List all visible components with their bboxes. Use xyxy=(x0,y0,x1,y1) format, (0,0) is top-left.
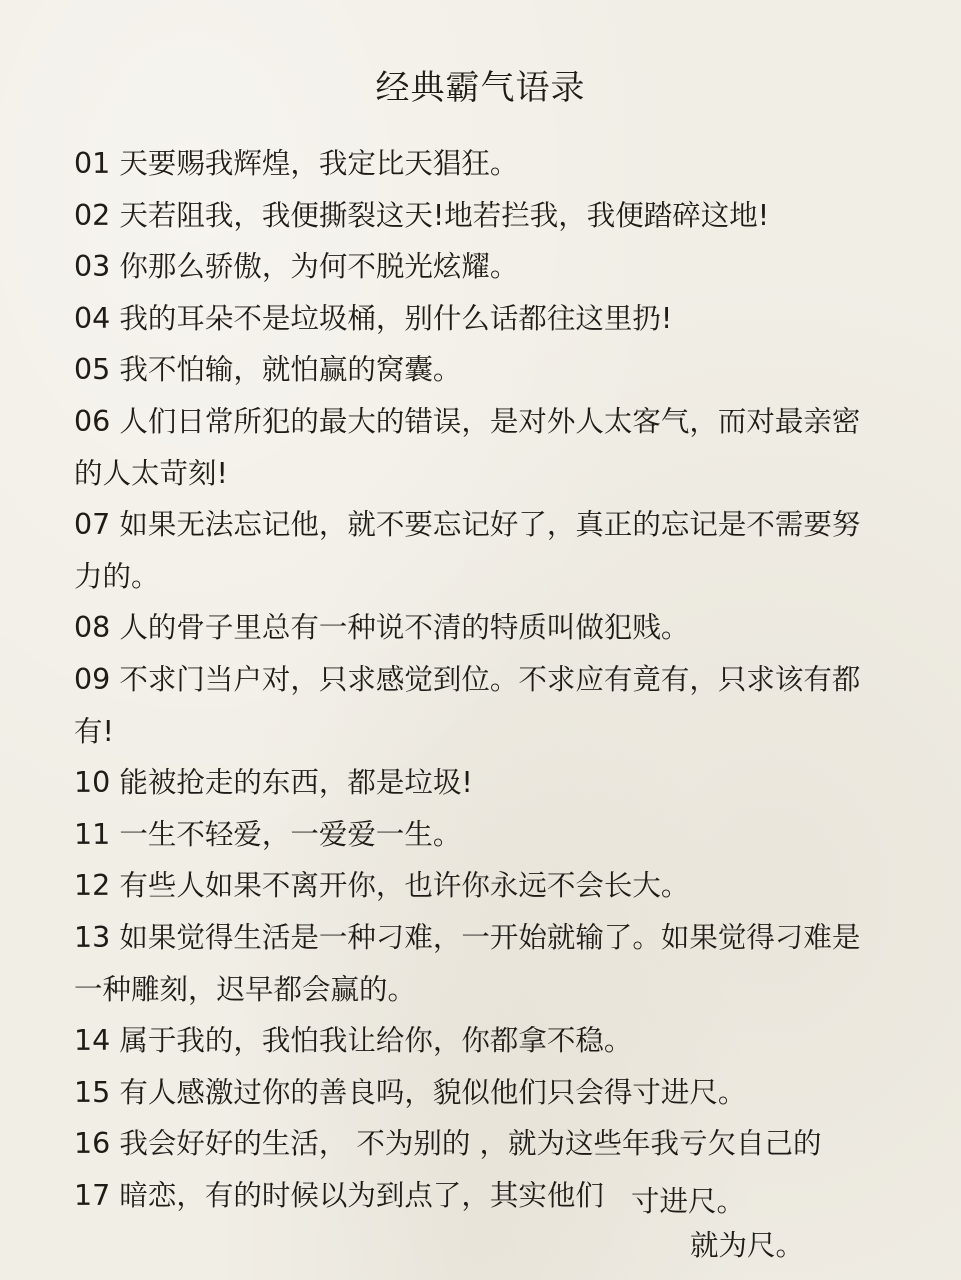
quote-number: 09 xyxy=(74,662,111,696)
quote-number: 16 xyxy=(74,1127,111,1161)
quote-text: 人们日常所犯的最大的错误，是对外人太客气，而对最亲密的人太苛刻! xyxy=(74,404,861,490)
quote-number: 06 xyxy=(74,404,111,438)
quote-text: 如果无法忘记他，就不要忘记好了，真正的忘记是不需要努力的。 xyxy=(74,508,861,593)
quote-text: 能被抢走的东西，都是垃圾! xyxy=(119,766,473,800)
quote-number: 15 xyxy=(74,1075,111,1109)
quote-text: 天要赐我辉煌，我定比天猖狂。 xyxy=(119,147,519,180)
quote-item xyxy=(74,396,886,499)
quote-number: 14 xyxy=(74,1024,111,1058)
quote-number: 05 xyxy=(74,353,111,387)
quote-number: 12 xyxy=(74,869,111,903)
quote-text: 我会好好的生活， 不为别的 ，就为这些年我亏欠自己的 xyxy=(119,1127,822,1161)
quote-list xyxy=(74,138,886,1221)
quote-text: 属于我的，我怕我让给你，你都拿不稳。 xyxy=(119,1024,633,1058)
quote-number: 10 xyxy=(74,766,111,800)
quote-item xyxy=(74,757,886,809)
quote-item xyxy=(74,1067,886,1119)
quote-item xyxy=(74,1015,886,1067)
quote-text: 有人感激过你的善良吗，貌似他们只会得寸进尺。 xyxy=(119,1075,747,1109)
quote-text: 不求门当户对，只求感觉到位。不求应有竟有，只求该有都有! xyxy=(74,662,861,748)
quote-item xyxy=(74,602,886,654)
quote-number: 07 xyxy=(74,508,111,542)
trailing-text-fragment: 就为尺。 xyxy=(690,1229,805,1262)
quote-text: 我的耳朵不是垃圾桶，别什么话都往这里扔! xyxy=(119,301,673,335)
quote-item xyxy=(74,241,886,293)
quote-text: 暗恋，有的时候以为到点了，其实他们 xyxy=(119,1178,604,1212)
quote-item xyxy=(74,499,886,602)
quote-item xyxy=(74,344,886,396)
quote-text: 一生不轻爱，一爱爱一生。 xyxy=(119,817,462,851)
quote-number: 08 xyxy=(74,611,111,645)
quote-number: 17 xyxy=(74,1178,111,1212)
quote-text: 我不怕输，就怕赢的窝囊。 xyxy=(119,353,462,387)
quote-item xyxy=(74,1170,886,1222)
quote-text: 人的骨子里总有一种说不清的特质叫做犯贱。 xyxy=(119,611,690,645)
quote-item xyxy=(74,1118,886,1170)
quote-text: 有些人如果不离开你，也许你永远不会长大。 xyxy=(119,869,690,903)
quote-number: 01 xyxy=(74,147,111,180)
quote-text: 如果觉得生活是一种刁难，一开始就输了。如果觉得刁难是一种雕刻，迟早都会赢的。 xyxy=(74,920,861,1006)
page-title: 经典霸气语录 xyxy=(375,68,586,108)
quote-number: 13 xyxy=(74,920,111,954)
quote-item xyxy=(74,293,886,345)
quote-item xyxy=(74,190,886,242)
quote-number: 11 xyxy=(74,817,111,851)
quote-item xyxy=(74,138,886,190)
quote-number: 02 xyxy=(74,198,111,232)
quote-text: 你那么骄傲，为何不脱光炫耀。 xyxy=(119,250,519,284)
overlapping-text-fragment: 寸进尺。 xyxy=(631,1184,746,1218)
quote-item xyxy=(74,912,886,1015)
quote-text: 天若阻我，我便撕裂这天!地若拦我，我便踏碎这地! xyxy=(119,198,770,232)
quote-item xyxy=(74,809,886,861)
quote-number: 03 xyxy=(74,250,111,284)
quote-item xyxy=(74,654,886,757)
quote-number: 04 xyxy=(74,301,111,335)
quote-item xyxy=(74,860,886,912)
